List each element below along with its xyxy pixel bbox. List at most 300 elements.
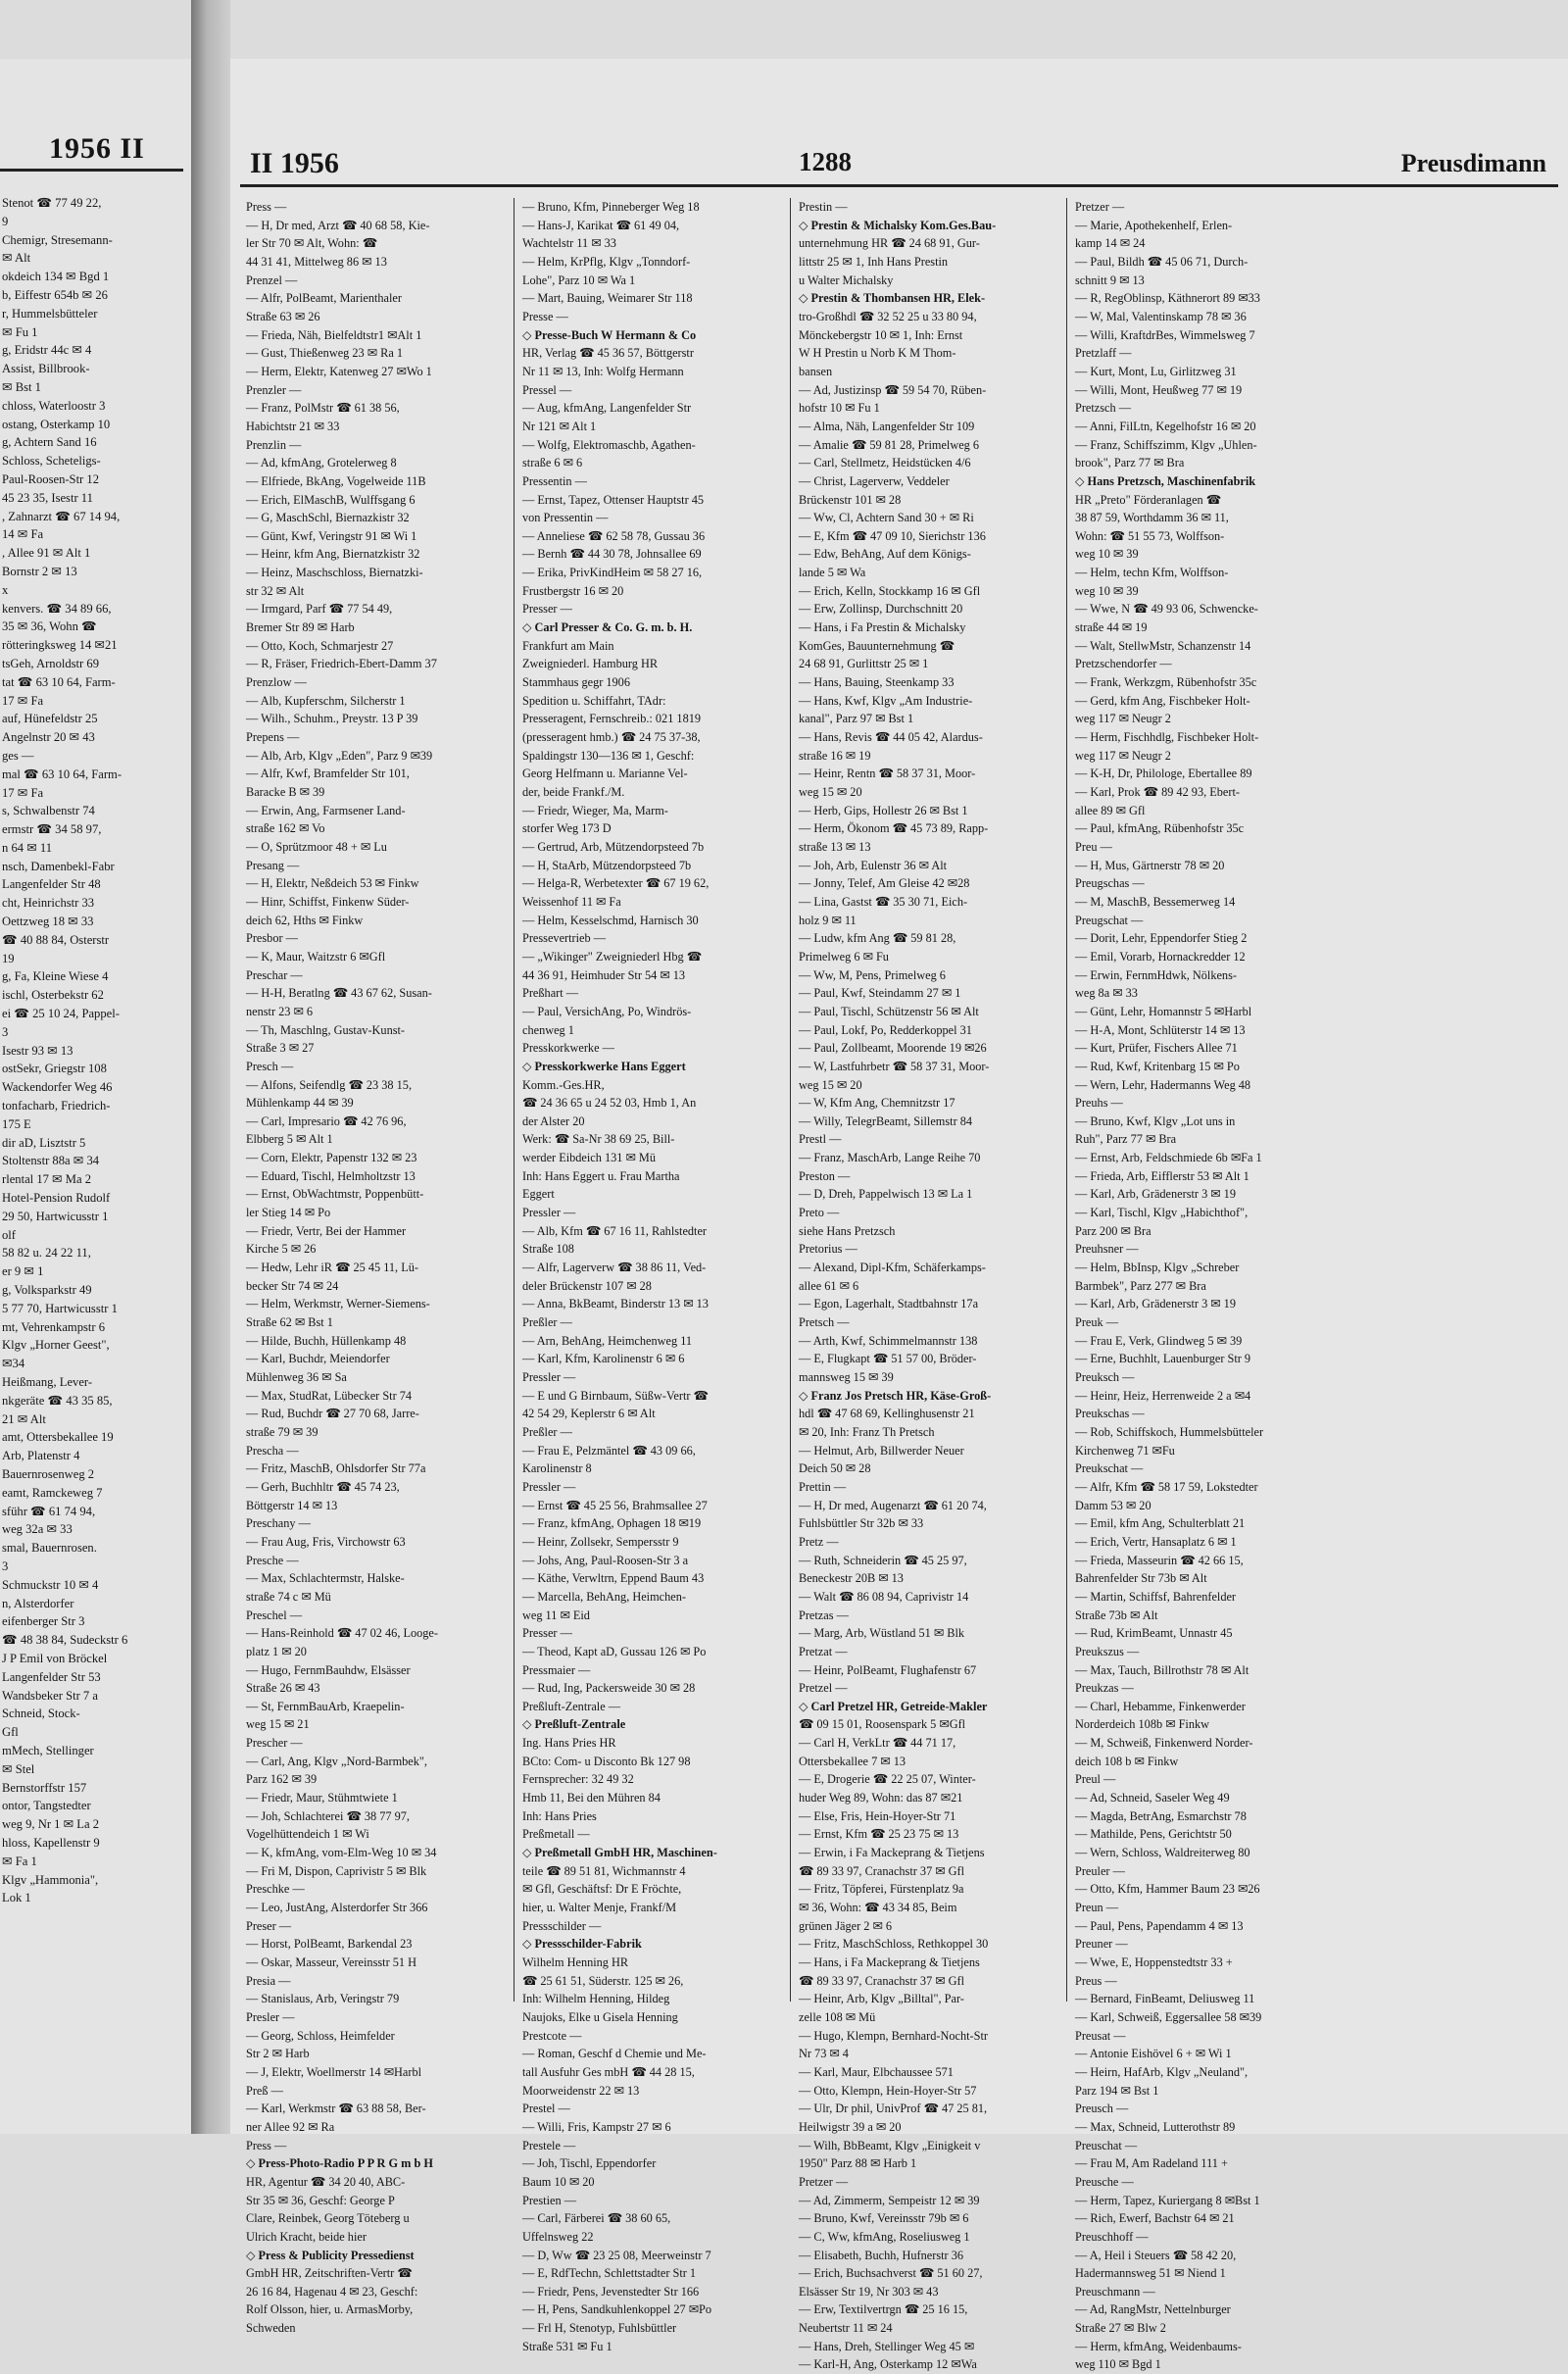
directory-line: — St, FernmBauArb, Kraepelin- xyxy=(246,1699,405,1713)
directory-line: bansen xyxy=(799,364,833,378)
directory-line: Pressel — xyxy=(522,382,572,397)
directory-line: — Erw, Zollinsp, Durchschnitt 20 xyxy=(799,602,963,617)
directory-line: eifenberger Str 3 xyxy=(2,1614,85,1629)
directory-line: — Ernst, Tapez, Ottenser Hauptstr 45 xyxy=(522,492,705,507)
directory-line: — Heinz, Maschschloss, Biernatzki- xyxy=(246,566,423,580)
directory-line: — Hilde, Buchh, Hüllenkamp 48 xyxy=(246,1333,407,1348)
directory-line: — Heinr, PolBeamt, Flughafenstr 67 xyxy=(799,1662,977,1677)
directory-line: Schweden xyxy=(246,2321,296,2336)
directory-line: smal, Bauernrosen. xyxy=(2,1541,97,1556)
directory-line: n, Alsterdorfer xyxy=(2,1596,74,1610)
directory-line: Straße 108 xyxy=(522,1242,574,1257)
directory-line: ◇ Preßmetall GmbH HR, Maschinen- xyxy=(522,1846,717,1860)
directory-line: straße 79 ✉ 39 xyxy=(246,1424,318,1439)
directory-line: unternehmung HR ☎ 24 68 91, Gur- xyxy=(799,236,980,251)
directory-line: Elbberg 5 ✉ Alt 1 xyxy=(246,1132,333,1147)
directory-line: Presse — xyxy=(522,309,568,323)
directory-line: ✉ Gfl, Geschäftsf: Dr E Fröchte, xyxy=(522,1882,682,1897)
directory-line: 21 ✉ Alt xyxy=(2,1411,46,1426)
directory-line: straße 74 c ✉ Mü xyxy=(246,1589,331,1604)
directory-line: Preukzas — xyxy=(1075,1681,1134,1696)
directory-line: Beneckestr 20B ✉ 13 xyxy=(799,1571,904,1586)
directory-line: Bahrenfelder Str 73b ✉ Alt xyxy=(1075,1571,1207,1586)
directory-line: Bauernrosenweg 2 xyxy=(2,1466,95,1481)
directory-line: — Karl, Tischl, Klgv „Habichthof", xyxy=(1075,1206,1249,1220)
directory-line: — Frau M, Am Radeland 111 + xyxy=(1075,2156,1228,2171)
directory-line: Parz 200 ✉ Bra xyxy=(1075,1223,1152,1238)
directory-line: — H-A, Mont, Schlüterstr 14 ✉ 13 xyxy=(1075,1022,1246,1037)
directory-line: auf, Hünefeldstr 25 xyxy=(2,712,98,726)
directory-line: Schloss, Scheteligs- xyxy=(2,454,101,469)
directory-line: Preschany — xyxy=(246,1516,311,1531)
directory-line: weg 8a ✉ 33 xyxy=(1075,986,1138,1001)
directory-line: Kirche 5 ✉ 26 xyxy=(246,1242,317,1257)
directory-line: — Ernst ☎ 45 25 56, Brahmsallee 27 xyxy=(522,1498,708,1512)
directory-line: hofstr 10 ✉ Fu 1 xyxy=(799,401,880,416)
directory-line: Moorweidenstr 22 ✉ 13 xyxy=(522,2083,640,2098)
directory-line: weg 11 ✉ Eid xyxy=(522,1607,590,1622)
directory-line: Straße 3 ✉ 27 xyxy=(246,1041,315,1056)
directory-line: — Ad, Justizinsp ☎ 59 54 70, Rüben- xyxy=(799,382,987,397)
directory-line: — Willi, Fris, Kampstr 27 ✉ 6 xyxy=(522,2119,671,2134)
directory-line: eamt, Ramckeweg 7 xyxy=(2,1485,103,1500)
directory-line: ner Allee 92 ✉ Ra xyxy=(246,2119,335,2134)
directory-line: tro-Großhdl ☎ 32 52 25 u 33 80 94, xyxy=(799,309,977,323)
directory-line: Oettzweg 18 ✉ 33 xyxy=(2,915,94,929)
directory-line: holz 9 ✉ 11 xyxy=(799,913,857,927)
directory-line: , Zahnarzt ☎ 67 14 94, xyxy=(2,509,121,523)
directory-line: — Rud, Ing, Packersweide 30 ✉ 28 xyxy=(522,1681,696,1696)
directory-line: — K-H, Dr, Philologe, Ebertallee 89 xyxy=(1075,767,1252,781)
directory-line: sführ ☎ 61 74 94, xyxy=(2,1504,96,1518)
directory-line: ◇ Prestin & Michalsky Kom.Ges.Bau- xyxy=(799,218,997,232)
directory-line: mannsweg 15 ✉ 39 xyxy=(799,1370,894,1384)
directory-line: ✉ 36, Wohn: ☎ 43 34 85, Beim xyxy=(799,1901,957,1915)
directory-line: Spaldingstr 130—136 ✉ 1, Geschf: xyxy=(522,748,695,763)
directory-line: Preuksch — xyxy=(1075,1370,1135,1384)
column-divider xyxy=(1066,198,1067,2002)
directory-line: BCto: Com- u Disconto Bk 127 98 xyxy=(522,1754,691,1768)
directory-line: Parz 194 ✉ Bst 1 xyxy=(1075,2083,1159,2098)
directory-line: — Helm, KrPflg, Klgv „Tonndorf- xyxy=(522,254,691,269)
directory-line: Straße 63 ✉ 26 xyxy=(246,309,320,323)
directory-line: Preschar — xyxy=(246,967,303,982)
directory-line: — Charl, Hebamme, Finkenwerder xyxy=(1075,1699,1246,1713)
directory-line: ◇ Preßluft-Zentrale xyxy=(522,1717,626,1732)
directory-line: — Frieda, Masseurin ☎ 42 66 15, xyxy=(1075,1553,1244,1567)
directory-line: Preu — xyxy=(1075,839,1112,854)
main-page xyxy=(230,59,1568,2372)
directory-line: Preß — xyxy=(246,2083,283,2098)
directory-line: — Max, Schlachtermstr, Halske- xyxy=(246,1571,405,1586)
directory-line: von Pressentin — xyxy=(522,511,609,525)
directory-line: Pretzas — xyxy=(799,1607,849,1622)
directory-line: Langenfelder Str 53 xyxy=(2,1669,101,1684)
directory-line: Wohn: ☎ 51 55 73, Wolffson- xyxy=(1075,528,1225,543)
directory-line: Wachtelstr 11 ✉ 33 xyxy=(522,236,616,251)
directory-line: — Alfr, Lagerverw ☎ 38 86 11, Ved- xyxy=(522,1261,707,1275)
directory-line: — Irmgard, Parf ☎ 77 54 49, xyxy=(246,602,393,617)
directory-line: Preuhs — xyxy=(1075,1096,1123,1111)
directory-line: straße 162 ✉ Vo xyxy=(246,821,325,836)
directory-line: — Christ, Lagerverw, Veddeler xyxy=(799,473,950,488)
directory-line: Karolinenstr 8 xyxy=(522,1461,592,1476)
directory-line: — Paul, Pens, Papendamm 4 ✉ 13 xyxy=(1075,1918,1244,1933)
directory-line: — Corn, Elektr, Papenstr 132 ✉ 23 xyxy=(246,1151,417,1165)
directory-line: Wackendorfer Weg 46 xyxy=(2,1080,113,1095)
directory-line: Pressler — xyxy=(522,1206,576,1220)
directory-line: Bremer Str 89 ✉ Harb xyxy=(246,620,355,635)
directory-line: Neubertstr 11 ✉ 24 xyxy=(799,2321,893,2336)
directory-line: Bornstr 2 ✉ 13 xyxy=(2,564,77,578)
directory-line: allee 89 ✉ Gfl xyxy=(1075,803,1146,817)
directory-line: — Fritz, Töpferei, Fürstenplatz 9a xyxy=(799,1882,964,1897)
directory-line: — H, Pens, Sandkuhlenkoppel 27 ✉Po xyxy=(522,2302,712,2317)
directory-line: u Walter Michalsky xyxy=(799,272,894,287)
directory-line: straße 16 ✉ 19 xyxy=(799,748,871,763)
directory-line: — C, Ww, kfmAng, Roseliusweg 1 xyxy=(799,2229,970,2244)
directory-line: — Hans, Dreh, Stellinger Weg 45 ✉ xyxy=(799,2339,975,2353)
directory-line: hdl ☎ 47 68 69, Kellinghusenstr 21 xyxy=(799,1407,975,1421)
directory-line: Preßhart — xyxy=(522,986,579,1001)
directory-line: Deich 50 ✉ 28 xyxy=(799,1461,871,1476)
directory-line: — Karl, Arb, Grädenerstr 3 ✉ 19 xyxy=(1075,1187,1236,1202)
directory-line: mMech, Stellinger xyxy=(2,1743,94,1757)
directory-line: ◇ Press & Publicity Pressedienst xyxy=(246,2248,415,2262)
directory-line: weg 9, Nr 1 ✉ La 2 xyxy=(2,1817,100,1832)
directory-line: — M, Schweiß, Finkenwerd Norder- xyxy=(1075,1736,1253,1751)
directory-line: Prestien — xyxy=(522,2193,576,2207)
directory-line: 42 54 29, Keplerstr 6 ✉ Alt xyxy=(522,1407,656,1421)
directory-line: Zweigniederl. Hamburg HR xyxy=(522,657,659,671)
directory-line: Uffelnsweg 22 xyxy=(522,2229,594,2244)
directory-line: 19 xyxy=(2,951,15,965)
directory-line: straße 44 ✉ 19 xyxy=(1075,620,1148,635)
directory-line: — Edw, BehAng, Auf dem Königs- xyxy=(799,547,971,562)
directory-line: Straße 26 ✉ 43 xyxy=(246,1681,320,1696)
directory-line: KomGes, Bauunternehmung ☎ xyxy=(799,638,956,653)
directory-line: ei ☎ 25 10 24, Pappel- xyxy=(2,1007,120,1021)
directory-line: ischl, Osterbekstr 62 xyxy=(2,988,104,1003)
directory-line: — H, Mus, Gärtnerstr 78 ✉ 20 xyxy=(1075,858,1225,872)
directory-line: — Anni, FilLtn, Kegelhofstr 16 ✉ 20 xyxy=(1075,419,1256,433)
directory-line: zelle 108 ✉ Mü xyxy=(799,2009,876,2024)
directory-line: — Hugo, Klempn, Bernhard-Nocht-Str xyxy=(799,2028,988,2043)
directory-line: Pressentin — xyxy=(522,473,587,488)
directory-line: Prestin — xyxy=(799,200,848,214)
directory-line: — Erich, Kelln, Stockkamp 16 ✉ Gfl xyxy=(799,583,981,598)
directory-line: kamp 14 ✉ 24 xyxy=(1075,236,1146,251)
directory-line: — Frank, Werkzgm, Rübenhofstr 35c xyxy=(1075,675,1257,690)
directory-line: — Friedr, Vertr, Bei der Hammer xyxy=(246,1223,407,1238)
directory-line: hier, u. Walter Menje, Frankf/M xyxy=(522,1901,677,1915)
directory-line: ◇ Pressschilder-Fabrik xyxy=(522,1937,642,1952)
directory-line: — Hans, Bauing, Steenkamp 33 xyxy=(799,675,955,690)
directory-line: tat ☎ 63 10 64, Farm- xyxy=(2,674,116,689)
directory-line: — Rich, Ewerf, Bachstr 64 ✉ 21 xyxy=(1075,2211,1235,2226)
directory-line: Pretzat — xyxy=(799,1644,848,1658)
directory-line: — Hans, Kwf, Klgv „Am Industrie- xyxy=(799,693,973,708)
directory-line: Prenzlow — xyxy=(246,675,307,690)
column-divider xyxy=(790,198,791,2002)
directory-line: Presia — xyxy=(246,1973,291,1988)
directory-line: Preston — xyxy=(799,1168,851,1183)
directory-line: 14 ✉ Fa xyxy=(2,527,44,542)
directory-line: — Hans, i Fa Mackeprang & Tietjens xyxy=(799,1955,980,1969)
directory-line: Frustbergstr 16 ✉ 20 xyxy=(522,583,624,598)
directory-line: — Willi, Mont, Heußweg 77 ✉ 19 xyxy=(1075,382,1243,397)
directory-line: der Alster 20 xyxy=(522,1113,585,1128)
directory-line: weg 15 ✉ 21 xyxy=(246,1717,310,1732)
directory-line: — O, Sprützmoor 48 + ✉ Lu xyxy=(246,839,387,854)
directory-line: ✉ Bst 1 xyxy=(2,379,41,394)
directory-line: 1950" Parz 88 ✉ Harb 1 xyxy=(799,2156,917,2171)
directory-line: Angelnstr 20 ✉ 43 xyxy=(2,730,95,745)
directory-line: — Rud, Kwf, Kritenbarg 15 ✉ Po xyxy=(1075,1059,1240,1073)
directory-line: Inh: Hans Eggert u. Frau Martha xyxy=(522,1168,680,1183)
directory-line: — Carl, Ang, Klgv „Nord-Barmbek", xyxy=(246,1754,427,1768)
directory-line: — Gerd, kfm Ang, Fischbeker Holt- xyxy=(1075,693,1250,708)
directory-line: — Karl, Prok ☎ 89 42 93, Ebert- xyxy=(1075,785,1240,799)
directory-line: — Otto, Klempn, Hein-Hoyer-Str 57 xyxy=(799,2083,977,2098)
directory-line: (presseragent hmb.) ☎ 24 75 37-38, xyxy=(522,730,701,745)
directory-line: deler Brückenstr 107 ✉ 28 xyxy=(522,1278,652,1293)
directory-line: Werk: ☎ Sa-Nr 38 69 25, Bill- xyxy=(522,1132,675,1147)
directory-line: — Magda, BetrAng, Esmarchstr 78 xyxy=(1075,1808,1247,1823)
directory-line: ☎ 48 38 84, Sudeckstr 6 xyxy=(2,1633,128,1648)
directory-line: Ottersbekallee 7 ✉ 13 xyxy=(799,1754,906,1768)
directory-line: Presler — xyxy=(246,2009,295,2024)
directory-line: Gfl xyxy=(2,1725,19,1740)
directory-line: Preßmetall — xyxy=(522,1827,590,1842)
directory-line: Fernsprecher: 32 49 32 xyxy=(522,1772,634,1787)
directory-line: — Ulr, Dr phil, UnivProf ☎ 47 25 81, xyxy=(799,2102,988,2116)
directory-line: — Gerh, Buchhltr ☎ 45 74 23, xyxy=(246,1479,400,1494)
directory-line: Preßluft-Zentrale — xyxy=(522,1699,621,1713)
directory-line: — H, Elektr, Neßdeich 53 ✉ Finkw xyxy=(246,876,419,891)
directory-line: Naujoks, Elke u Gisela Henning xyxy=(522,2009,678,2024)
directory-line: — Bernard, FinBeamt, Deliusweg 11 xyxy=(1075,1992,1255,2006)
directory-line: — Franz, PolMstr ☎ 61 38 56, xyxy=(246,401,400,416)
directory-line: nkgeräte ☎ 43 35 85, xyxy=(2,1393,113,1408)
directory-line: — Ernst, Kfm ☎ 25 23 75 ✉ 13 xyxy=(799,1827,959,1842)
directory-line: Inh: Hans Pries xyxy=(522,1808,597,1823)
directory-line: ontor, Tangstedter xyxy=(2,1799,91,1813)
directory-line: Komm.-Ges.HR, xyxy=(522,1077,605,1092)
directory-line: — Erich, Buchsachverst ☎ 51 60 27, xyxy=(799,2266,983,2281)
directory-line: er 9 ✉ 1 xyxy=(2,1264,44,1279)
directory-line: kenvers. ☎ 34 89 66, xyxy=(2,601,112,616)
directory-line: Heilwigstr 39 a ✉ 20 xyxy=(799,2119,902,2134)
directory-line: — Jonny, Telef, Am Gleise 42 ✉28 xyxy=(799,876,970,891)
directory-line: Straße 62 ✉ Bst 1 xyxy=(246,1315,333,1330)
directory-line: Parz 162 ✉ 39 xyxy=(246,1772,318,1787)
directory-line: — Günt, Lehr, Homannstr 5 ✉Harbl xyxy=(1075,1004,1252,1018)
directory-column-1 xyxy=(246,198,503,2338)
directory-line: — K, Maur, Waitzstr 6 ✉Gfl xyxy=(246,949,386,964)
directory-line: — Alfr, Kfm ☎ 58 17 59, Lokstedter xyxy=(1075,1479,1258,1494)
directory-line: Böttgerstr 14 ✉ 13 xyxy=(246,1498,338,1512)
directory-line: — E, Flugkapt ☎ 51 57 00, Bröder- xyxy=(799,1352,977,1366)
directory-line: 35 ✉ 36, Wohn ☎ xyxy=(2,619,97,634)
directory-line: GmbH HR, Zeitschriften-Vertr ☎ xyxy=(246,2266,413,2281)
directory-line: — Frieda, Näh, Bielfeldtstr1 ✉Alt 1 xyxy=(246,327,422,342)
directory-line: Paul-Roosen-Str 12 xyxy=(2,471,99,486)
directory-line: Ruh", Parz 77 ✉ Bra xyxy=(1075,1132,1177,1147)
directory-line: Pressevertrieb — xyxy=(522,931,607,946)
directory-line: der, beide Frankf./M. xyxy=(522,785,625,799)
directory-line: — Frl H, Stenotyp, Fuhlsbüttler xyxy=(522,2321,677,2336)
directory-line: Preuk — xyxy=(1075,1315,1119,1330)
directory-line: — Franz, Schiffszimm, Klgv „Uhlen- xyxy=(1075,437,1257,452)
directory-line: — Wwe, E, Hoppenstedtstr 33 + xyxy=(1075,1955,1233,1969)
directory-line: Presbor — xyxy=(246,931,298,946)
directory-line: Preusch — xyxy=(1075,2102,1129,2116)
directory-line: — Wwe, N ☎ 49 93 06, Schwencke- xyxy=(1075,602,1258,617)
directory-line: Klgv „Hammonia", xyxy=(2,1872,99,1887)
directory-line: n 64 ✉ 11 xyxy=(2,840,53,855)
directory-line: — Max, Schneid, Lutterothstr 89 xyxy=(1075,2119,1236,2134)
directory-line: 38 87 59, Worthdamm 36 ✉ 11, xyxy=(1075,511,1229,525)
directory-line: — Paul, Bildh ☎ 45 06 71, Durch- xyxy=(1075,254,1249,269)
directory-line: — G, MaschSchl, Biernazkistr 32 xyxy=(246,511,410,525)
directory-line: — Frau E, Pelzmäntel ☎ 43 09 66, xyxy=(522,1443,696,1458)
directory-line: tonfacharb, Friedrich- xyxy=(2,1099,111,1113)
directory-line: Primelweg 6 ✉ Fu xyxy=(799,949,889,964)
directory-line: Pressler — xyxy=(522,1479,576,1494)
directory-line: — A, Heil i Steuers ☎ 58 42 20, xyxy=(1075,2248,1237,2262)
directory-line: 26 16 84, Hagenau 4 ✉ 23, Geschf: xyxy=(246,2284,418,2299)
directory-line: — Wern, Schloss, Waldreiterweg 80 xyxy=(1075,1846,1250,1860)
directory-line: 5 77 70, Hartwicusstr 1 xyxy=(2,1301,118,1315)
directory-line: — Rud, Buchdr ☎ 27 70 68, Jarre- xyxy=(246,1407,419,1421)
directory-line: — Kurt, Prüfer, Fischers Allee 71 xyxy=(1075,1041,1238,1056)
directory-line: — Alb, Kupferschm, Silcherstr 1 xyxy=(246,693,406,708)
directory-line: olf xyxy=(2,1227,16,1242)
directory-line: weg 15 ✉ 20 xyxy=(799,785,862,799)
directory-line: — Karl, Buchdr, Meiendorfer xyxy=(246,1352,390,1366)
directory-line: — Amalie ☎ 59 81 28, Primelweg 6 xyxy=(799,437,980,452)
directory-line: ler Str 70 ✉ Alt, Wohn: ☎ xyxy=(246,236,378,251)
directory-line: — Erika, PrivKindHeim ✉ 58 27 16, xyxy=(522,566,703,580)
directory-line: Preukschas — xyxy=(1075,1407,1145,1421)
directory-line: 44 31 41, Mittelweg 86 ✉ 13 xyxy=(246,254,387,269)
directory-line: — Ernst, Arb, Feldschmiede 6b ✉Fa 1 xyxy=(1075,1151,1262,1165)
directory-line: — Carl, Färberei ☎ 38 60 65, xyxy=(522,2211,671,2226)
directory-line: ☎ 25 61 51, Süderstr. 125 ✉ 26, xyxy=(522,1973,684,1988)
directory-line: — Mart, Bauing, Weimarer Str 118 xyxy=(522,291,693,306)
directory-line: Presser — xyxy=(522,1626,572,1641)
directory-line: weg 110 ✉ Bgd 1 xyxy=(1075,2357,1161,2372)
directory-line: Presch — xyxy=(246,1059,294,1073)
directory-line: kanal", Parz 97 ✉ Bst 1 xyxy=(799,712,914,726)
directory-line: — Erne, Buchhlt, Lauenburger Str 9 xyxy=(1075,1352,1251,1366)
directory-line: — Martin, Schiffsf, Bahrenfelder xyxy=(1075,1589,1237,1604)
directory-line: — Karl-H, Ang, Osterkamp 12 ✉Wa xyxy=(799,2357,977,2372)
directory-line: ◇ Franz Jos Pretsch HR, Käse-Groß- xyxy=(799,1388,992,1403)
directory-line: — H, StaArb, Mützendorpsteed 7b xyxy=(522,858,692,872)
directory-line: Stenot ☎ 77 49 22, xyxy=(2,196,102,210)
directory-line: — Bernh ☎ 44 30 78, Johnsallee 69 xyxy=(522,547,702,562)
directory-line: Heißmang, Lever- xyxy=(2,1375,93,1389)
directory-line: Pretzel — xyxy=(799,1681,848,1696)
directory-line: — Erwin, i Fa Mackeprang & Tietjens xyxy=(799,1846,985,1860)
directory-line: Pressler — xyxy=(522,1370,576,1384)
directory-line: weg 15 ✉ 20 xyxy=(799,1077,862,1092)
directory-line: Prenzler — xyxy=(246,382,302,397)
directory-line: Brückenstr 101 ✉ 28 xyxy=(799,492,902,507)
directory-line: — Hinr, Schiffst, Finkenw Süder- xyxy=(246,894,410,909)
directory-line: — Emil, kfm Ang, Schulterblatt 21 xyxy=(1075,1516,1246,1531)
directory-line: ✉34 xyxy=(2,1357,25,1371)
page-header-left: II 1956 xyxy=(250,147,339,179)
directory-line: — Carl, Impresario ☎ 42 76 96, xyxy=(246,1113,407,1128)
directory-line: Preuschhoff — xyxy=(1075,2229,1149,2244)
directory-line: Pressschilder — xyxy=(522,1918,602,1933)
directory-line: — Carl H, VerkLtr ☎ 44 71 17, xyxy=(799,1736,956,1751)
directory-line: huder Weg 89, Wohn: das 87 ✉21 xyxy=(799,1791,963,1805)
directory-line: amt, Ottersbekallee 19 xyxy=(2,1430,114,1445)
directory-line: Preusat — xyxy=(1075,2028,1126,2043)
directory-line: Straße 27 ✉ Blw 2 xyxy=(1075,2321,1166,2336)
directory-line: Preuner — xyxy=(1075,1937,1128,1952)
directory-line: — Johs, Ang, Paul-Roosen-Str 3 a xyxy=(522,1553,689,1567)
directory-line: — Friedr, Maur, Stühmtwiete 1 xyxy=(246,1791,398,1805)
directory-line: Preul — xyxy=(1075,1772,1116,1787)
directory-line: — Käthe, Verwltrn, Eppend Baum 43 xyxy=(522,1571,705,1586)
directory-line: Preukschat — xyxy=(1075,1461,1144,1476)
directory-line: 45 23 35, Isestr 11 xyxy=(2,490,93,505)
directory-line: — E, RdfTechn, Schlettstadter Str 1 xyxy=(522,2266,697,2281)
directory-line: — Bruno, Kwf, Vereinsstr 79b ✉ 6 xyxy=(799,2211,969,2226)
directory-line: — Wilh, BbBeamt, Klgv „Einigkeit v xyxy=(799,2138,981,2152)
directory-line: — Alfr, PolBeamt, Marienthaler xyxy=(246,291,402,306)
directory-line: Arb, Platenstr 4 xyxy=(2,1449,80,1463)
directory-line: g, Achtern Sand 16 xyxy=(2,435,97,450)
directory-line: Preser — xyxy=(246,1918,292,1933)
directory-line: Preuler — xyxy=(1075,1863,1125,1878)
directory-line: — Wolfg, Elektromaschb, Agathen- xyxy=(522,437,696,452)
directory-line: Presche — xyxy=(246,1553,299,1567)
directory-line: — Helm, Kesselschmd, Harnisch 30 xyxy=(522,913,699,927)
directory-line: ☎ 40 88 84, Osterstr xyxy=(2,932,110,947)
directory-line: — Helm, Werkmstr, Werner-Siemens- xyxy=(246,1297,430,1311)
directory-line: — Fritz, MaschB, Ohlsdorfer Str 77a xyxy=(246,1461,426,1476)
directory-line: Stoltenstr 88a ✉ 34 xyxy=(2,1154,100,1168)
directory-line: — Erwin, Ang, Farmsener Land- xyxy=(246,803,406,817)
directory-line: — Horst, PolBeamt, Barkendal 23 xyxy=(246,1937,413,1952)
directory-line: — Frau Aug, Fris, Virchowstr 63 xyxy=(246,1534,406,1549)
directory-line: Frankfurt am Main xyxy=(522,638,614,653)
directory-line: — Alb, Arb, Klgv „Eden", Parz 9 ✉39 xyxy=(246,748,433,763)
directory-line: rötteringksweg 14 ✉21 xyxy=(2,638,118,653)
directory-line: Pretzsch — xyxy=(1075,401,1132,416)
directory-line: — Roman, Geschf d Chemie und Me- xyxy=(522,2047,707,2061)
directory-line: — Herm, Ökonom ☎ 45 73 89, Rapp- xyxy=(799,821,989,836)
directory-line: — Hans, i Fa Prestin & Michalsky xyxy=(799,620,966,635)
directory-line: — Willi, KraftdrBes, Wimmelsweg 7 xyxy=(1075,327,1255,342)
directory-line: r, Hummelsbütteler xyxy=(2,306,98,321)
directory-line: — E, Drogerie ☎ 22 25 07, Winter- xyxy=(799,1772,976,1787)
directory-line: Press — xyxy=(246,2138,287,2152)
directory-line: — Theod, Kapt aD, Gussau 126 ✉ Po xyxy=(522,1644,707,1658)
directory-line: Prestel — xyxy=(522,2102,570,2116)
directory-line: Prestele — xyxy=(522,2138,576,2152)
directory-line: — Otto, Koch, Schmarjestr 27 xyxy=(246,638,394,653)
directory-line: — Ludw, kfm Ang ☎ 59 81 28, xyxy=(799,931,956,946)
directory-line: Preßler — xyxy=(522,1424,572,1439)
directory-line: — Max, StudRat, Lübecker Str 74 xyxy=(246,1388,413,1403)
